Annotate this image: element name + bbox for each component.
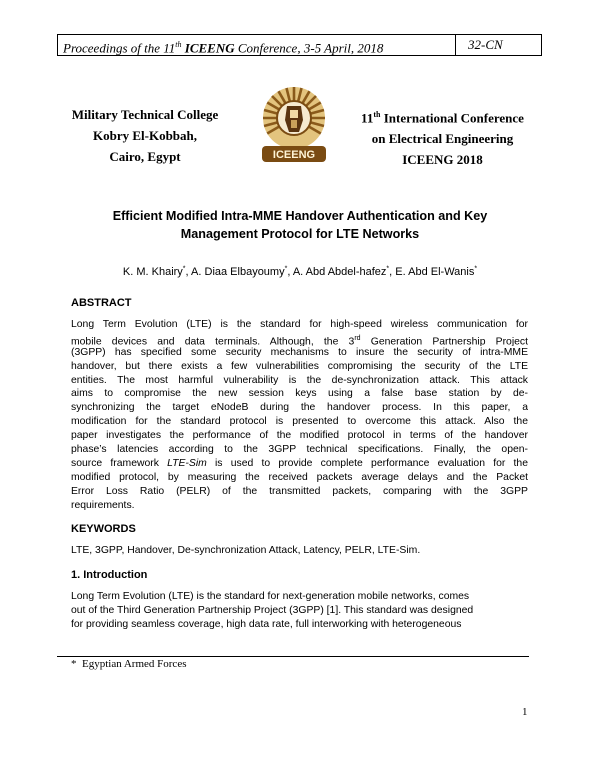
footnote	[71, 658, 186, 670]
author-name: K. M. Khairy	[122, 265, 183, 278]
abstract-text: mobile devices and data terminals. Although, the 3	[71, 336, 355, 346]
author-name: E. Abd El-Wanis	[395, 265, 475, 278]
proceedings-suffix: Conference, 3-5 April, 2018	[234, 40, 384, 56]
abstract-sup: rd	[354, 334, 361, 342]
proceedings-conf: ICEENG	[184, 40, 235, 56]
institution-line: Kobry El-Kobbah,	[92, 128, 198, 143]
page-number: 1	[522, 706, 528, 718]
proceedings-line	[58, 35, 456, 55]
keywords-heading: KEYWORDS	[71, 523, 136, 535]
title-line: Efficient Modified Intra-MME Handover Authentication and Key	[112, 209, 488, 223]
author-name: A. Abd Abdel-hafez	[292, 265, 387, 278]
conference-name: International Conference	[380, 110, 524, 126]
intro-line: Long Term Evolution (LTE) is the standard for next-generation mobile networks, comes	[71, 591, 470, 602]
institution-block	[60, 104, 230, 167]
intro-line: for providing seamless coverage, high data rate, full interworking with heterogeneous	[71, 618, 462, 630]
footnote-rule	[57, 656, 529, 657]
abstract-text: Generation Partnership Project	[360, 336, 528, 346]
abstract-line: modification for the standard protocol is presented to overcome this attack. Also the	[71, 416, 528, 428]
proceedings-sup: th	[175, 40, 182, 49]
conference-line: ICEENG 2018	[402, 152, 483, 168]
running-header	[57, 34, 542, 56]
author	[395, 266, 477, 278]
abstract-line	[71, 457, 528, 471]
author-mark: *	[386, 265, 390, 272]
paper-id: 32-CN	[468, 37, 503, 52]
conference-number: 11	[361, 110, 374, 126]
author-name: A. Diaa Elbayoumy	[191, 265, 285, 278]
iceeng-logo	[256, 84, 332, 164]
logo-text: ICEENG	[272, 149, 316, 161]
introduction-body	[71, 590, 528, 632]
abstract-line: (3GPP) has specified some security mechanisms to insure the security of intra-MME	[71, 346, 528, 358]
footnote-text: Egyptian Armed Forces	[82, 658, 187, 670]
abstract-line: requirements.	[71, 499, 135, 511]
conference-line: on Electrical Engineering	[371, 131, 514, 147]
author-mark: *	[182, 265, 186, 272]
abstract-line	[71, 332, 528, 346]
conference-line	[350, 104, 535, 128]
author-sep: ,	[185, 265, 192, 278]
author-sep: ,	[287, 265, 293, 278]
abstract-body	[71, 318, 528, 512]
abstract-text: is used to provide complete performance evaluation for the	[206, 457, 528, 469]
intro-line: out of the Third Generation Partnership Project (3GPP) [1]. This standard was designed	[71, 604, 474, 616]
abstract-italic: LTE-Sim	[167, 457, 207, 469]
conference-sup: th	[373, 110, 381, 119]
abstract-heading: ABSTRACT	[71, 297, 132, 309]
author	[293, 266, 395, 278]
author-mark: *	[474, 265, 478, 272]
author-list	[60, 265, 540, 278]
abstract-line: aims to compromise the new session keys using a false base station by de-	[71, 388, 528, 400]
introduction-heading: 1. Introduction	[71, 569, 148, 581]
abstract-line: handover, but there exists a few vulnerabilities compromising the security of the LTE	[71, 360, 528, 372]
institution-line: Military Technical College	[71, 107, 219, 122]
abstract-line: Error Loss Ratio (PELR) of the transmitted packets, comparing with the 3GPP	[71, 485, 528, 497]
abstract-line: synchronizing the target eNodeB during the handover process. In this paper, a	[71, 402, 528, 414]
paper-title	[60, 207, 540, 243]
institution-line: Cairo, Egypt	[109, 149, 181, 164]
abstract-text: source framework	[71, 457, 168, 469]
author-sep: ,	[389, 265, 396, 278]
author	[191, 266, 293, 278]
abstract-line: modified protocol, by measuring the received packets average delays and the Packet	[71, 471, 528, 483]
abstract-line: entities. The most harmful vulnerability is the de-synchronization attack. This attack	[71, 374, 528, 386]
pharaoh-figure	[285, 106, 303, 132]
author-mark: *	[284, 265, 288, 272]
keywords-text: LTE, 3GPP, Handover, De-synchronization Attack, Latency, PELR, LTE-Sim.	[71, 545, 421, 556]
abstract-line: Long Term Evolution (LTE) is the standard for high-speed wireless communication for	[71, 319, 528, 330]
author	[123, 266, 191, 278]
abstract-line: paper investigates the performance of the modified protocol in terms of the handover	[71, 430, 528, 442]
footnote-mark: *	[71, 658, 77, 670]
proceedings-prefix: Proceedings of the 11	[63, 40, 176, 56]
title-line: Management Protocol for LTE Networks	[180, 227, 420, 241]
abstract-line: phase’s latencies according to the 3GPP technical specifications. Finally, the open-	[71, 444, 528, 456]
conference-block	[350, 104, 535, 170]
